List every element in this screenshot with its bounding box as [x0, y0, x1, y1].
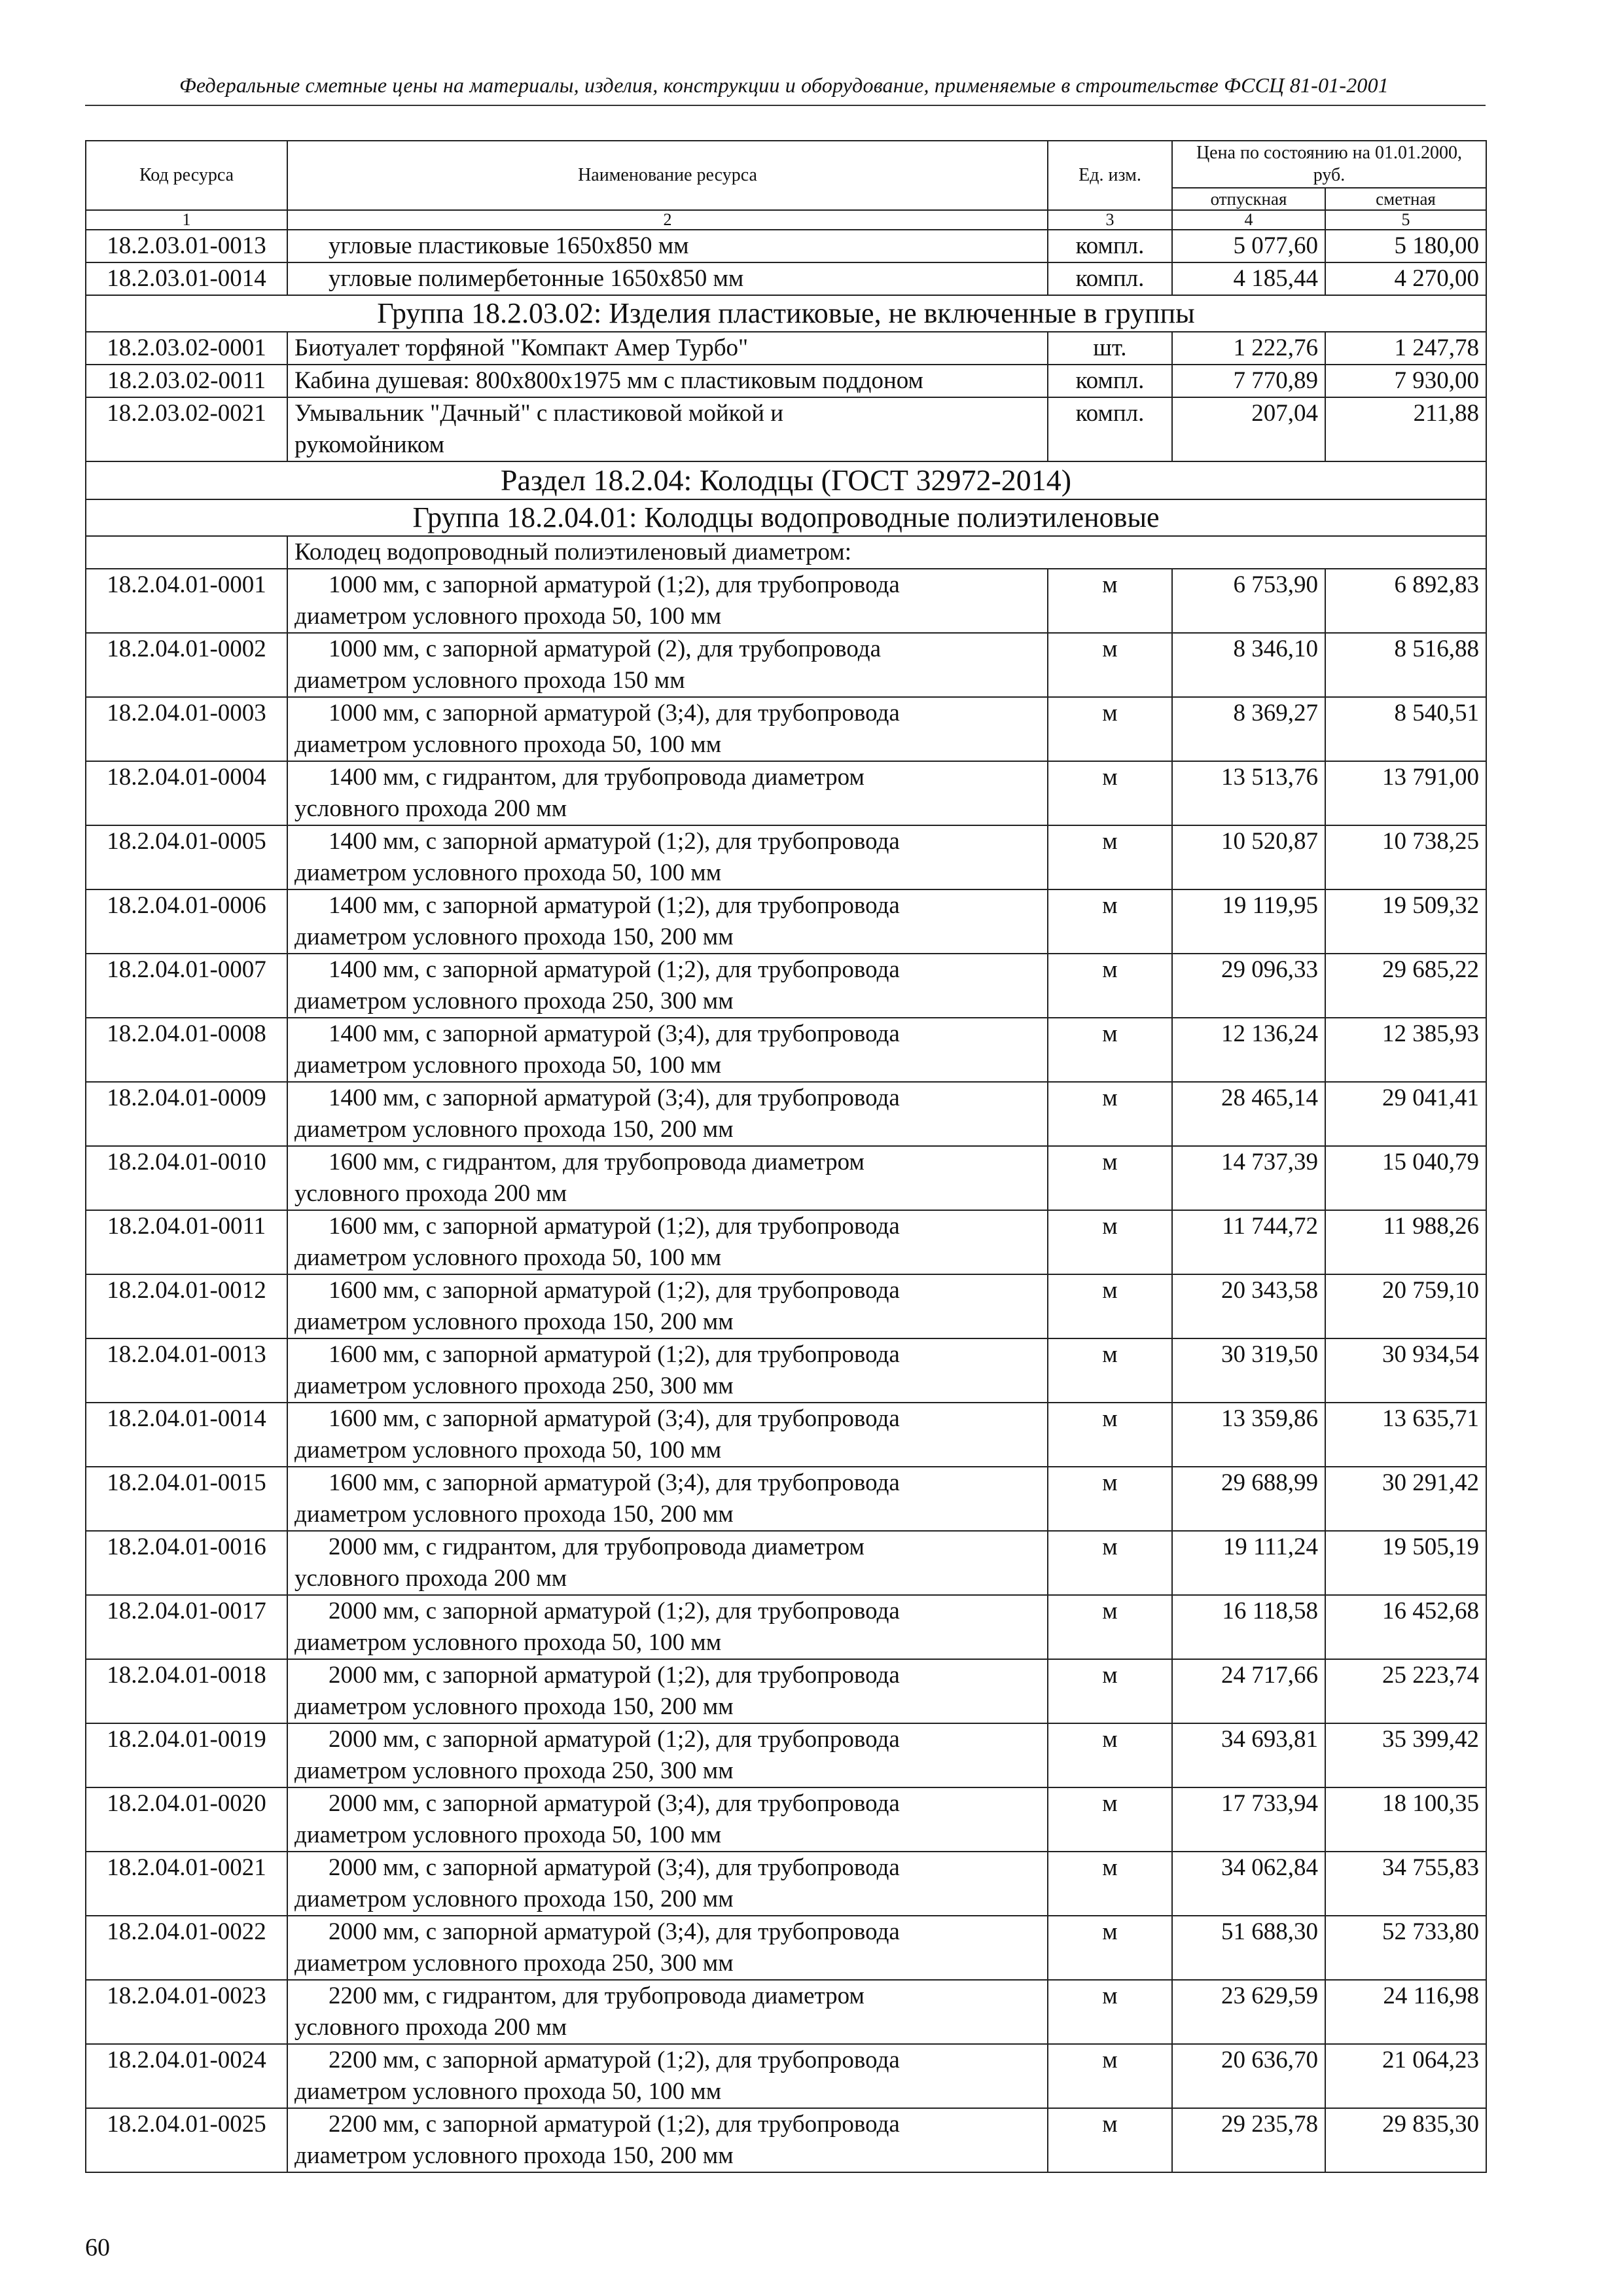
column-numbers-row	[86, 210, 1486, 230]
resource-name-line: рукомойником	[294, 431, 445, 458]
estimate-price: 29 835,30	[1325, 2108, 1486, 2172]
resource-name	[287, 1274, 1048, 1338]
resource-name	[287, 761, 1048, 825]
release-price: 7 770,89	[1172, 365, 1325, 397]
resource-name-line: 1400 мм, с запорной арматурой (1;2), для трубопровода	[329, 892, 900, 919]
release-price: 1 222,76	[1172, 332, 1325, 365]
estimate-price: 211,88	[1325, 397, 1486, 461]
table-row	[86, 889, 1486, 954]
unit: м	[1048, 1018, 1172, 1082]
resource-name-line: диаметром условного прохода 150, 200 мм	[294, 1886, 734, 1912]
estimate-price: 8 540,51	[1325, 697, 1486, 761]
unit: шт.	[1048, 332, 1172, 365]
estimate-price: 13 635,71	[1325, 1403, 1486, 1467]
table-row	[86, 2044, 1486, 2108]
unit: м	[1048, 1403, 1172, 1467]
resource-name-line: 2000 мм, с запорной арматурой (1;2), для трубопровода	[329, 1726, 900, 1753]
resource-name-line: 1600 мм, с запорной арматурой (3;4), для трубопровода	[329, 1469, 900, 1496]
resource-name-line: 1600 мм, с запорной арматурой (1;2), для трубопровода	[329, 1213, 900, 1240]
resource-name	[287, 1852, 1048, 1916]
estimate-price: 34 755,83	[1325, 1852, 1486, 1916]
resource-name-line: условного прохода 200 мм	[294, 2014, 567, 2041]
resource-code: 18.2.03.02-0001	[86, 332, 287, 365]
header-rule	[85, 105, 1486, 106]
estimate-price: 11 988,26	[1325, 1210, 1486, 1274]
resource-name: Кабина душевая: 800х800х1975 мм с пластиковым поддоном	[287, 365, 1048, 397]
resource-name-line: 2200 мм, с запорной арматурой (1;2), для трубопровода	[329, 2111, 900, 2138]
price-table	[85, 140, 1487, 2173]
resource-name-line: 2000 мм, с гидрантом, для трубопровода диаметром	[329, 1534, 865, 1560]
release-price: 29 096,33	[1172, 954, 1325, 1018]
unit: м	[1048, 1980, 1172, 2044]
resource-name	[287, 1787, 1048, 1852]
resource-name	[287, 1210, 1048, 1274]
resource-name-line: диаметром условного прохода 250, 300 мм	[294, 1950, 734, 1977]
release-price: 20 343,58	[1172, 1274, 1325, 1338]
resource-code: 18.2.04.01-0003	[86, 697, 287, 761]
resource-name	[287, 1531, 1048, 1595]
unit: м	[1048, 2044, 1172, 2108]
resource-name	[287, 569, 1048, 633]
estimate-price: 19 505,19	[1325, 1531, 1486, 1595]
resource-name-line: диаметром условного прохода 150, 200 мм	[294, 2142, 734, 2169]
table-row	[86, 633, 1486, 697]
header-release-price: отпускная	[1172, 188, 1325, 210]
resource-code: 18.2.04.01-0010	[86, 1146, 287, 1210]
intro-row	[86, 536, 1486, 569]
resource-code: 18.2.04.01-0025	[86, 2108, 287, 2172]
resource-name	[287, 825, 1048, 889]
resource-code: 18.2.03.02-0011	[86, 365, 287, 397]
estimate-price: 8 516,88	[1325, 633, 1486, 697]
resource-code: 18.2.04.01-0001	[86, 569, 287, 633]
estimate-price: 29 041,41	[1325, 1082, 1486, 1146]
resource-name-line: 2000 мм, с запорной арматурой (1;2), для трубопровода	[329, 1598, 900, 1624]
table-row	[86, 1467, 1486, 1531]
unit: м	[1048, 1852, 1172, 1916]
table-row	[86, 1980, 1486, 2044]
release-price: 34 062,84	[1172, 1852, 1325, 1916]
release-price: 12 136,24	[1172, 1018, 1325, 1082]
resource-code: 18.2.04.01-0006	[86, 889, 287, 954]
table-row	[86, 697, 1486, 761]
resource-code: 18.2.04.01-0019	[86, 1723, 287, 1787]
table-row	[86, 825, 1486, 889]
table-row	[86, 569, 1486, 633]
table-row	[86, 1274, 1486, 1338]
resource-name-line: 2000 мм, с запорной арматурой (3;4), для трубопровода	[329, 1854, 900, 1881]
resource-name-line: 1400 мм, с запорной арматурой (1;2), для трубопровода	[329, 956, 900, 983]
empty-cell	[86, 536, 287, 569]
resource-name-line: 2200 мм, с запорной арматурой (1;2), для трубопровода	[329, 2047, 900, 2073]
estimate-price: 19 509,32	[1325, 889, 1486, 954]
table-row	[86, 1723, 1486, 1787]
section-title-row	[86, 461, 1486, 499]
table-row	[86, 1531, 1486, 1595]
column-number: 5	[1325, 210, 1486, 230]
table-row	[86, 332, 1486, 365]
resource-code: 18.2.04.01-0011	[86, 1210, 287, 1274]
release-price: 207,04	[1172, 397, 1325, 461]
table-row	[86, 1210, 1486, 1274]
resource-code: 18.2.04.01-0015	[86, 1467, 287, 1531]
table-row	[86, 365, 1486, 397]
resource-code: 18.2.03.01-0013	[86, 230, 287, 262]
resource-name	[287, 1723, 1048, 1787]
resource-name-line: условного прохода 200 мм	[294, 1180, 567, 1207]
release-price: 4 185,44	[1172, 262, 1325, 295]
release-price: 34 693,81	[1172, 1723, 1325, 1787]
resource-name	[287, 954, 1048, 1018]
release-price: 17 733,94	[1172, 1787, 1325, 1852]
resource-code: 18.2.04.01-0005	[86, 825, 287, 889]
column-number: 1	[86, 210, 287, 230]
resource-name	[287, 1146, 1048, 1210]
unit: м	[1048, 1146, 1172, 1210]
unit: м	[1048, 954, 1172, 1018]
resource-code: 18.2.04.01-0014	[86, 1403, 287, 1467]
unit: м	[1048, 1723, 1172, 1787]
resource-name-line: 1600 мм, с запорной арматурой (3;4), для трубопровода	[329, 1405, 900, 1432]
header-name: Наименование ресурса	[287, 141, 1048, 210]
resource-name-line: диаметром условного прохода 150, 200 мм	[294, 1693, 734, 1720]
unit: м	[1048, 1082, 1172, 1146]
column-number: 4	[1172, 210, 1325, 230]
resource-name	[287, 1467, 1048, 1531]
table-row	[86, 1146, 1486, 1210]
estimate-price: 12 385,93	[1325, 1018, 1486, 1082]
resource-code: 18.2.04.01-0009	[86, 1082, 287, 1146]
table-row	[86, 1403, 1486, 1467]
resource-code: 18.2.04.01-0022	[86, 1916, 287, 1980]
group-title-row	[86, 295, 1486, 332]
resource-code: 18.2.04.01-0013	[86, 1338, 287, 1403]
table-row	[86, 1082, 1486, 1146]
release-price: 13 359,86	[1172, 1403, 1325, 1467]
column-number: 2	[287, 210, 1048, 230]
estimate-price: 18 100,35	[1325, 1787, 1486, 1852]
header-unit: Ед. изм.	[1048, 141, 1172, 210]
resource-code: 18.2.04.01-0023	[86, 1980, 287, 2044]
resource-name-line: диаметром условного прохода 250, 300 мм	[294, 1757, 734, 1784]
release-price: 19 119,95	[1172, 889, 1325, 954]
table-row	[86, 1018, 1486, 1082]
resource-name-line: условного прохода 200 мм	[294, 1565, 567, 1592]
release-price: 28 465,14	[1172, 1082, 1325, 1146]
unit: м	[1048, 697, 1172, 761]
table-row	[86, 1595, 1486, 1659]
unit: м	[1048, 889, 1172, 954]
unit: компл.	[1048, 230, 1172, 262]
resource-name-line: диаметром условного прохода 50, 100 мм	[294, 1629, 722, 1656]
resource-name	[287, 889, 1048, 954]
estimate-price: 29 685,22	[1325, 954, 1486, 1018]
group-title-row	[86, 499, 1486, 536]
header-estimate-price: сметная	[1325, 188, 1486, 210]
resource-name-line: 1400 мм, с запорной арматурой (3;4), для трубопровода	[329, 1085, 900, 1111]
estimate-price: 21 064,23	[1325, 2044, 1486, 2108]
header-code: Код ресурса	[86, 141, 287, 210]
unit: м	[1048, 633, 1172, 697]
estimate-price: 7 930,00	[1325, 365, 1486, 397]
table-row	[86, 954, 1486, 1018]
release-price: 51 688,30	[1172, 1916, 1325, 1980]
resource-code: 18.2.03.01-0014	[86, 262, 287, 295]
resource-name-line: 2200 мм, с гидрантом, для трубопровода диаметром	[329, 1982, 865, 2009]
resource-name	[287, 633, 1048, 697]
resource-code: 18.2.03.02-0021	[86, 397, 287, 461]
table-body	[86, 230, 1486, 2172]
table-row	[86, 1659, 1486, 1723]
table-row	[86, 230, 1486, 262]
resource-name-line: 2000 мм, с запорной арматурой (1;2), для трубопровода	[329, 1662, 900, 1689]
release-price: 16 118,58	[1172, 1595, 1325, 1659]
column-number: 3	[1048, 210, 1172, 230]
estimate-price: 10 738,25	[1325, 825, 1486, 889]
unit: м	[1048, 569, 1172, 633]
resource-name-line: 1000 мм, с запорной арматурой (2), для трубопровода	[329, 636, 882, 662]
estimate-price: 30 291,42	[1325, 1467, 1486, 1531]
resource-name-line: диаметром условного прохода 150 мм	[294, 667, 685, 694]
resource-name	[287, 1403, 1048, 1467]
table-row	[86, 1916, 1486, 1980]
unit: компл.	[1048, 397, 1172, 461]
section-title: Раздел 18.2.04: Колодцы (ГОСТ 32972-2014)	[86, 461, 1486, 499]
unit: м	[1048, 1210, 1172, 1274]
table-row	[86, 1852, 1486, 1916]
resource-name-line: диаметром условного прохода 150, 200 мм	[294, 924, 734, 950]
estimate-price: 1 247,78	[1325, 332, 1486, 365]
header-price: Цена по состоянию на 01.01.2000, руб.	[1172, 141, 1486, 188]
resource-name-line: диаметром условного прохода 50, 100 мм	[294, 1052, 722, 1079]
resource-name	[287, 1595, 1048, 1659]
resource-code: 18.2.04.01-0002	[86, 633, 287, 697]
resource-name-line: условного прохода 200 мм	[294, 795, 567, 822]
release-price: 6 753,90	[1172, 569, 1325, 633]
estimate-price: 30 934,54	[1325, 1338, 1486, 1403]
resource-name-line: диаметром условного прохода 250, 300 мм	[294, 1372, 734, 1399]
release-price: 5 077,60	[1172, 230, 1325, 262]
resource-name-line: 1000 мм, с запорной арматурой (1;2), для трубопровода	[329, 571, 900, 598]
release-price: 20 636,70	[1172, 2044, 1325, 2108]
page-header: Федеральные сметные цены на материалы, изделия, конструкции и оборудование, применяемые в строительстве ФССЦ 81-01-2001	[179, 73, 1389, 97]
resource-name	[287, 1018, 1048, 1082]
release-price: 8 369,27	[1172, 697, 1325, 761]
resource-code: 18.2.04.01-0020	[86, 1787, 287, 1852]
unit: м	[1048, 1659, 1172, 1723]
resource-code: 18.2.04.01-0004	[86, 761, 287, 825]
release-price: 24 717,66	[1172, 1659, 1325, 1723]
resource-code: 18.2.04.01-0012	[86, 1274, 287, 1338]
page-number: 60	[85, 2234, 110, 2261]
resource-name-line: диаметром условного прохода 150, 200 мм	[294, 1501, 734, 1528]
unit: м	[1048, 825, 1172, 889]
resource-name	[287, 1980, 1048, 2044]
resource-code: 18.2.04.01-0008	[86, 1018, 287, 1082]
resource-name-line: 1400 мм, с запорной арматурой (1;2), для трубопровода	[329, 828, 900, 855]
resource-code: 18.2.04.01-0018	[86, 1659, 287, 1723]
resource-code: 18.2.04.01-0017	[86, 1595, 287, 1659]
resource-name-line: диаметром условного прохода 50, 100 мм	[294, 731, 722, 758]
estimate-price: 13 791,00	[1325, 761, 1486, 825]
release-price: 13 513,76	[1172, 761, 1325, 825]
estimate-price: 6 892,83	[1325, 569, 1486, 633]
resource-name-line: диаметром условного прохода 150, 200 мм	[294, 1116, 734, 1143]
release-price: 29 235,78	[1172, 2108, 1325, 2172]
resource-name-line: 2000 мм, с запорной арматурой (3;4), для трубопровода	[329, 1790, 900, 1817]
resource-name	[287, 2108, 1048, 2172]
unit: м	[1048, 1787, 1172, 1852]
release-price: 30 319,50	[1172, 1338, 1325, 1403]
resource-name-line: 1600 мм, с запорной арматурой (1;2), для трубопровода	[329, 1341, 900, 1368]
unit: м	[1048, 1595, 1172, 1659]
resource-name-line: 1000 мм, с запорной арматурой (3;4), для трубопровода	[329, 700, 900, 726]
resource-name-line: диаметром условного прохода 50, 100 мм	[294, 1821, 722, 1848]
resource-code: 18.2.04.01-0007	[86, 954, 287, 1018]
table-row	[86, 2108, 1486, 2172]
estimate-price: 25 223,74	[1325, 1659, 1486, 1723]
unit: м	[1048, 761, 1172, 825]
estimate-price: 5 180,00	[1325, 230, 1486, 262]
resource-name	[287, 1082, 1048, 1146]
table-row	[86, 397, 1486, 461]
resource-name-line: диаметром условного прохода 50, 100 мм	[294, 2078, 722, 2105]
release-price: 10 520,87	[1172, 825, 1325, 889]
resource-name	[287, 397, 1048, 461]
table-row	[86, 1787, 1486, 1852]
resource-name: угловые пластиковые 1650х850 мм	[287, 230, 1048, 262]
resource-name: Биотуалет торфяной "Компакт Амер Турбо"	[287, 332, 1048, 365]
estimate-price: 15 040,79	[1325, 1146, 1486, 1210]
group-title: Группа 18.2.04.01: Колодцы водопроводные полиэтиленовые	[86, 499, 1486, 536]
estimate-price: 20 759,10	[1325, 1274, 1486, 1338]
release-price: 29 688,99	[1172, 1467, 1325, 1531]
resource-name-line: Умывальник "Дачный" с пластиковой мойкой и	[294, 400, 784, 427]
resource-code: 18.2.04.01-0024	[86, 2044, 287, 2108]
table-row	[86, 1338, 1486, 1403]
estimate-price: 35 399,42	[1325, 1723, 1486, 1787]
resource-name	[287, 1659, 1048, 1723]
resource-name-line: диаметром условного прохода 250, 300 мм	[294, 988, 734, 1014]
unit: м	[1048, 1531, 1172, 1595]
resource-name-line: 1400 мм, с гидрантом, для трубопровода диаметром	[329, 764, 865, 791]
resource-name-line: диаметром условного прохода 50, 100 мм	[294, 603, 722, 630]
unit: м	[1048, 2108, 1172, 2172]
unit: компл.	[1048, 365, 1172, 397]
release-price: 23 629,59	[1172, 1980, 1325, 2044]
unit: м	[1048, 1338, 1172, 1403]
estimate-price: 4 270,00	[1325, 262, 1486, 295]
estimate-price: 52 733,80	[1325, 1916, 1486, 1980]
resource-name-line: 1600 мм, с гидрантом, для трубопровода диаметром	[329, 1149, 865, 1175]
release-price: 14 737,39	[1172, 1146, 1325, 1210]
intro-text: Колодец водопроводный полиэтиленовый диаметром:	[287, 536, 1486, 569]
resource-name-line: диаметром условного прохода 150, 200 мм	[294, 1308, 734, 1335]
resource-name-line: 1600 мм, с запорной арматурой (1;2), для трубопровода	[329, 1277, 900, 1304]
estimate-price: 16 452,68	[1325, 1595, 1486, 1659]
table-row	[86, 761, 1486, 825]
resource-name	[287, 1338, 1048, 1403]
resource-name	[287, 697, 1048, 761]
table-row	[86, 262, 1486, 295]
resource-name-line: диаметром условного прохода 50, 100 мм	[294, 859, 722, 886]
group-title: Группа 18.2.03.02: Изделия пластиковые, не включенные в группы	[86, 295, 1486, 332]
resource-code: 18.2.04.01-0021	[86, 1852, 287, 1916]
unit: м	[1048, 1916, 1172, 1980]
unit: м	[1048, 1274, 1172, 1338]
resource-name	[287, 2044, 1048, 2108]
resource-name-line: 1400 мм, с запорной арматурой (3;4), для трубопровода	[329, 1020, 900, 1047]
unit: м	[1048, 1467, 1172, 1531]
resource-name-line: диаметром условного прохода 50, 100 мм	[294, 1244, 722, 1271]
release-price: 19 111,24	[1172, 1531, 1325, 1595]
resource-name-line: 2000 мм, с запорной арматурой (3;4), для трубопровода	[329, 1918, 900, 1945]
resource-name	[287, 1916, 1048, 1980]
unit: компл.	[1048, 262, 1172, 295]
release-price: 11 744,72	[1172, 1210, 1325, 1274]
estimate-price: 24 116,98	[1325, 1980, 1486, 2044]
resource-code: 18.2.04.01-0016	[86, 1531, 287, 1595]
release-price: 8 346,10	[1172, 633, 1325, 697]
resource-name-line: диаметром условного прохода 50, 100 мм	[294, 1437, 722, 1463]
resource-name: угловые полимербетонные 1650х850 мм	[287, 262, 1048, 295]
